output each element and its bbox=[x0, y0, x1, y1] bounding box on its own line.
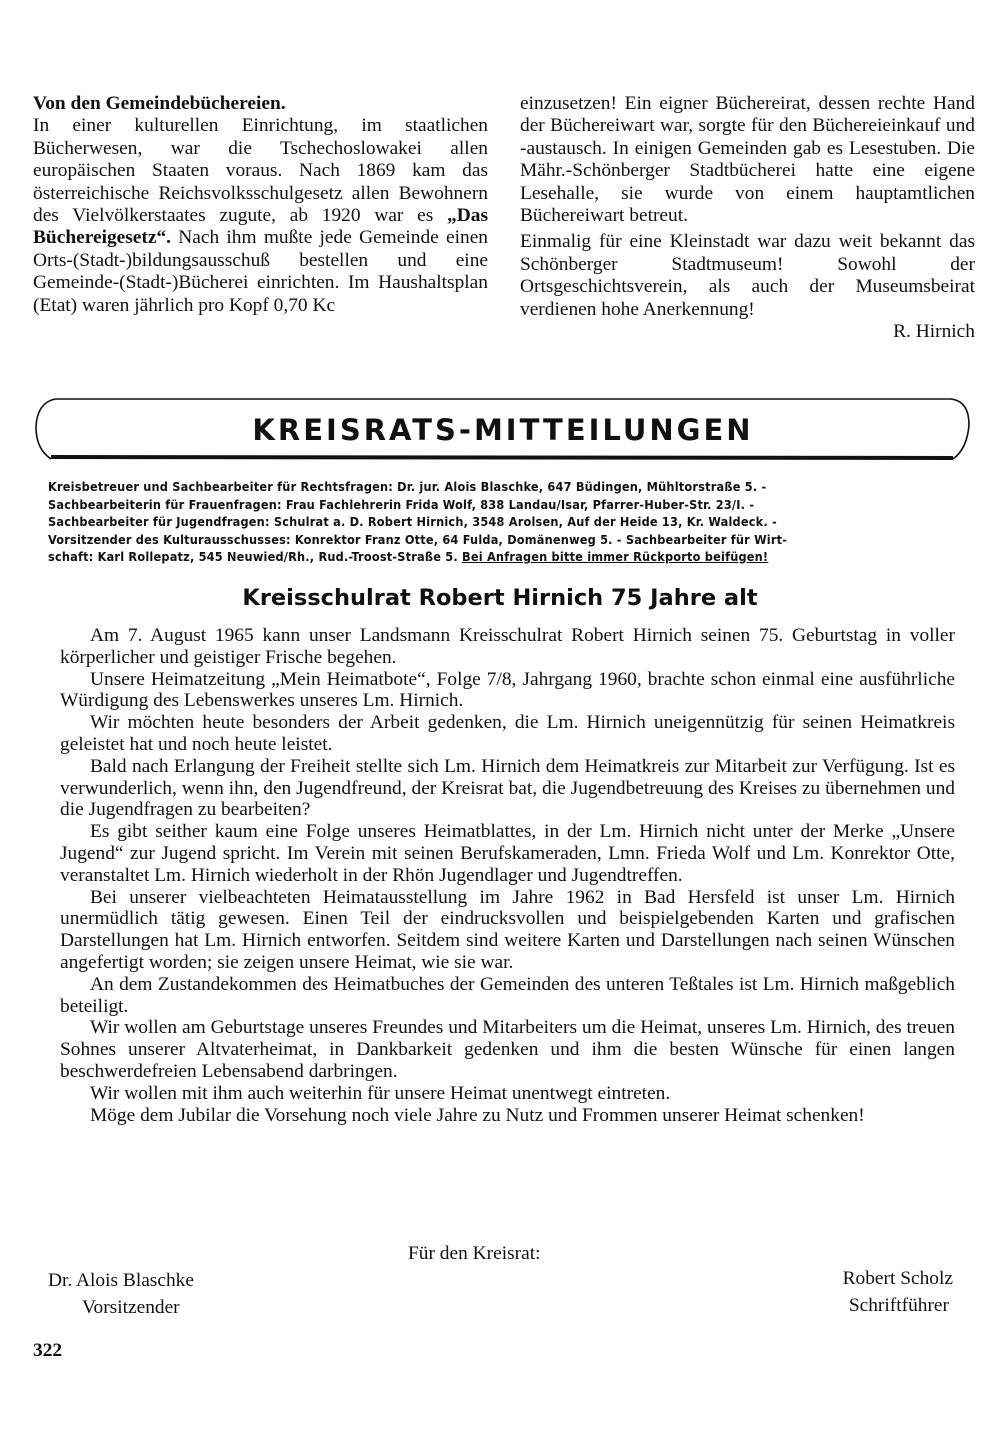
banner-title: KREISRATS-MITTEILUNGEN bbox=[252, 413, 754, 447]
signature-right-role: Schriftführer bbox=[848, 1295, 949, 1316]
right-paragraph-2: Einmalig für eine Kleinstadt war dazu weit bekannt das Schönberger Stadtmuseum! Sowohl der Ortsgeschichtsverein, als auch der Museumsbeirat verdienen hohe Anerkennung! bbox=[520, 231, 975, 320]
contact-line: Kreisbetreuer und Sachbearbeiter für Rechtsfragen: Dr. jur. Alois Blaschke, 647 Büdingen, Mühltorstraße 5. - bbox=[48, 479, 767, 494]
contact-line: Sachbearbeiter für Jugendfragen: Schulrat a. D. Robert Hirnich, 3548 Arolsen, Auf der Heide 13, Kr. Waldeck. - bbox=[48, 514, 777, 529]
article-paragraph: Möge dem Jubilar die Vorsehung noch viele Jahre zu Nutz und Frommen unserer Heimat schenken! bbox=[90, 1104, 865, 1126]
article-paragraph: Wir wollen am Geburtstage unseres Freundes und Mitarbeiters um die Heimat, unseres Lm. Hirnich, des treuen Sohnes unserer Altvaterheimat, in Dankbarkeit gedenken und ihm die besten Wünsche für einen langen beschwerdefreien Lebensabend darbringen. bbox=[60, 1017, 955, 1082]
kreisrats-banner bbox=[33, 397, 973, 463]
contact-line: Sachbearbeiterin für Frauenfragen: Frau Fachlehrerin Frida Wolf, 838 Landau/Isar, Pfarrer-Huber-Str. 23/I. - bbox=[48, 496, 755, 512]
article-paragraph: Es gibt seither kaum eine Folge unseres Heimatblattes, in der Lm. Hirnich nicht unter der Merke „Unsere Jugend“ zur Jugend spricht. Im Verein mit seinen Berufskameraden, Lmn. Frieda Wolf und Lm. Konrektor Otte, veranstaltet Lm. Hirnich wiederholt in der Rhön Jugendlager und Jugendtreffen. bbox=[60, 821, 955, 886]
article-paragraph: Am 7. August 1965 kann unser Landsmann Kreisschulrat Robert Hirnich seinen 75. Geburtstag in voller körperlicher und geistiger Frische begehen. bbox=[60, 625, 955, 668]
article-paragraph: Wir wollen mit ihm auch weiterhin für unsere Heimat unentwegt eintreten. bbox=[90, 1082, 671, 1104]
article-paragraph: Bei unserer vielbeachteten Heimatausstellung im Jahre 1962 in Bad Hersfeld ist unser Lm. Hirnich unermüdlich tätig gewesen. Einen Teil der eindrucksvollen und beispielgebenden Karten und grafischen Darstellungen hat Lm. Hirnich entworfen. Seitdem sind weitere Karten und Darstellungen nach seinen Wünschen angefertigt worden; sie zeigen unsere Heimat, wie sie war. bbox=[60, 886, 955, 973]
left-column bbox=[33, 93, 488, 317]
article-paragraph: Wir möchten heute besonders der Arbeit gedenken, die Lm. Hirnich uneigennützig für seinen Heimatkreis geleistet hat und noch heute leistet. bbox=[60, 712, 955, 755]
right-column bbox=[520, 93, 975, 343]
signature-left-name: Dr. Alois Blaschke bbox=[48, 1270, 194, 1291]
left-text-b: Nach ihm mußte jede Gemeinde einen Orts-(Stadt-)bildungsausschuß bestellen und eine Gemeinde-(Stadt-)Bücherei einrichten. Im Haushaltsplan (Etat) waren jährlich pro Kopf 0,70 Kc bbox=[33, 227, 488, 316]
article-title: Kreisschulrat Robert Hirnich 75 Jahre alt bbox=[242, 585, 758, 611]
left-column-text bbox=[33, 115, 488, 317]
article-paragraph: Unsere Heimatzeitung „Mein Heimatbote“, Folge 7/8, Jahrgang 1960, brachte schon einmal eine ausführliche Würdigung des Lebenswerkes unseres Lm. Hirnich. bbox=[60, 668, 955, 712]
left-text-bold: „Das Büchereigesetz“. bbox=[33, 205, 488, 249]
signature-for: Für den Kreisrat: bbox=[408, 1243, 541, 1264]
signature-right-name: Robert Scholz bbox=[842, 1268, 953, 1289]
rueckporto-note: Bei Anfragen bitte immer Rückporto beifügen! bbox=[462, 549, 769, 564]
right-author: R. Hirnich bbox=[893, 321, 975, 343]
page-number: 322 bbox=[33, 1340, 63, 1361]
contact-line: Vorsitzender des Kulturausschusses: Konrektor Franz Otte, 64 Fulda, Domänenweg 5. - Sachbearbeiter für Wirt- bbox=[48, 531, 788, 547]
left-text-a: In einer kulturellen Einrichtung, im staatlichen Bücherwesen, war die Tschechoslowakei allen europäischen Staaten voraus. Nach 1869 kam das österreichische Reichsvolksschulgesetz allen Bewohnern des Vielvölkerstaates zugute, ab 1920 war es bbox=[33, 115, 488, 227]
article-body bbox=[60, 625, 955, 1126]
contact-line: schaft: Karl Rollepatz, 545 Neuwied/Rh., Rud.-Troost-Straße 5. Bei Anfragen bitte immer Rückporto beifügen! bbox=[48, 549, 769, 564]
right-paragraph-1: einzusetzen! Ein eigner Büchereirat, dessen rechte Hand der Büchereiwart war, sorgte für den Büchereieinkauf und -austausch. In einigen Gemeinden gab es Lesestuben. Die Mähr.-Schönberger Stadtbücherei hatte eine eigene Lesehalle, sie wurde von einem hauptamtlichen Büchereiwart betreut. bbox=[520, 93, 975, 227]
article-paragraph: Bald nach Erlangung der Freiheit stellte sich Lm. Hirnich dem Heimatkreis zur Mitarbeit zur Verfügung. Ist es verwunderlich, wenn ihn, den Jugendfreund, der Kreisrat bat, die Jugendbetreuung des Kreises zu übernehmen und die Jugendfragen zu bearbeiten? bbox=[60, 755, 955, 821]
contacts-block bbox=[48, 478, 958, 566]
article-paragraph: An dem Zustandekommen des Heimatbuches der Gemeinden des unteren Teßtales ist Lm. Hirnich maßgeblich beteiligt. bbox=[60, 973, 955, 1017]
signature-left-role: Vorsitzender bbox=[82, 1297, 180, 1318]
section-heading: Von den Gemeindebüchereien. bbox=[33, 93, 286, 114]
